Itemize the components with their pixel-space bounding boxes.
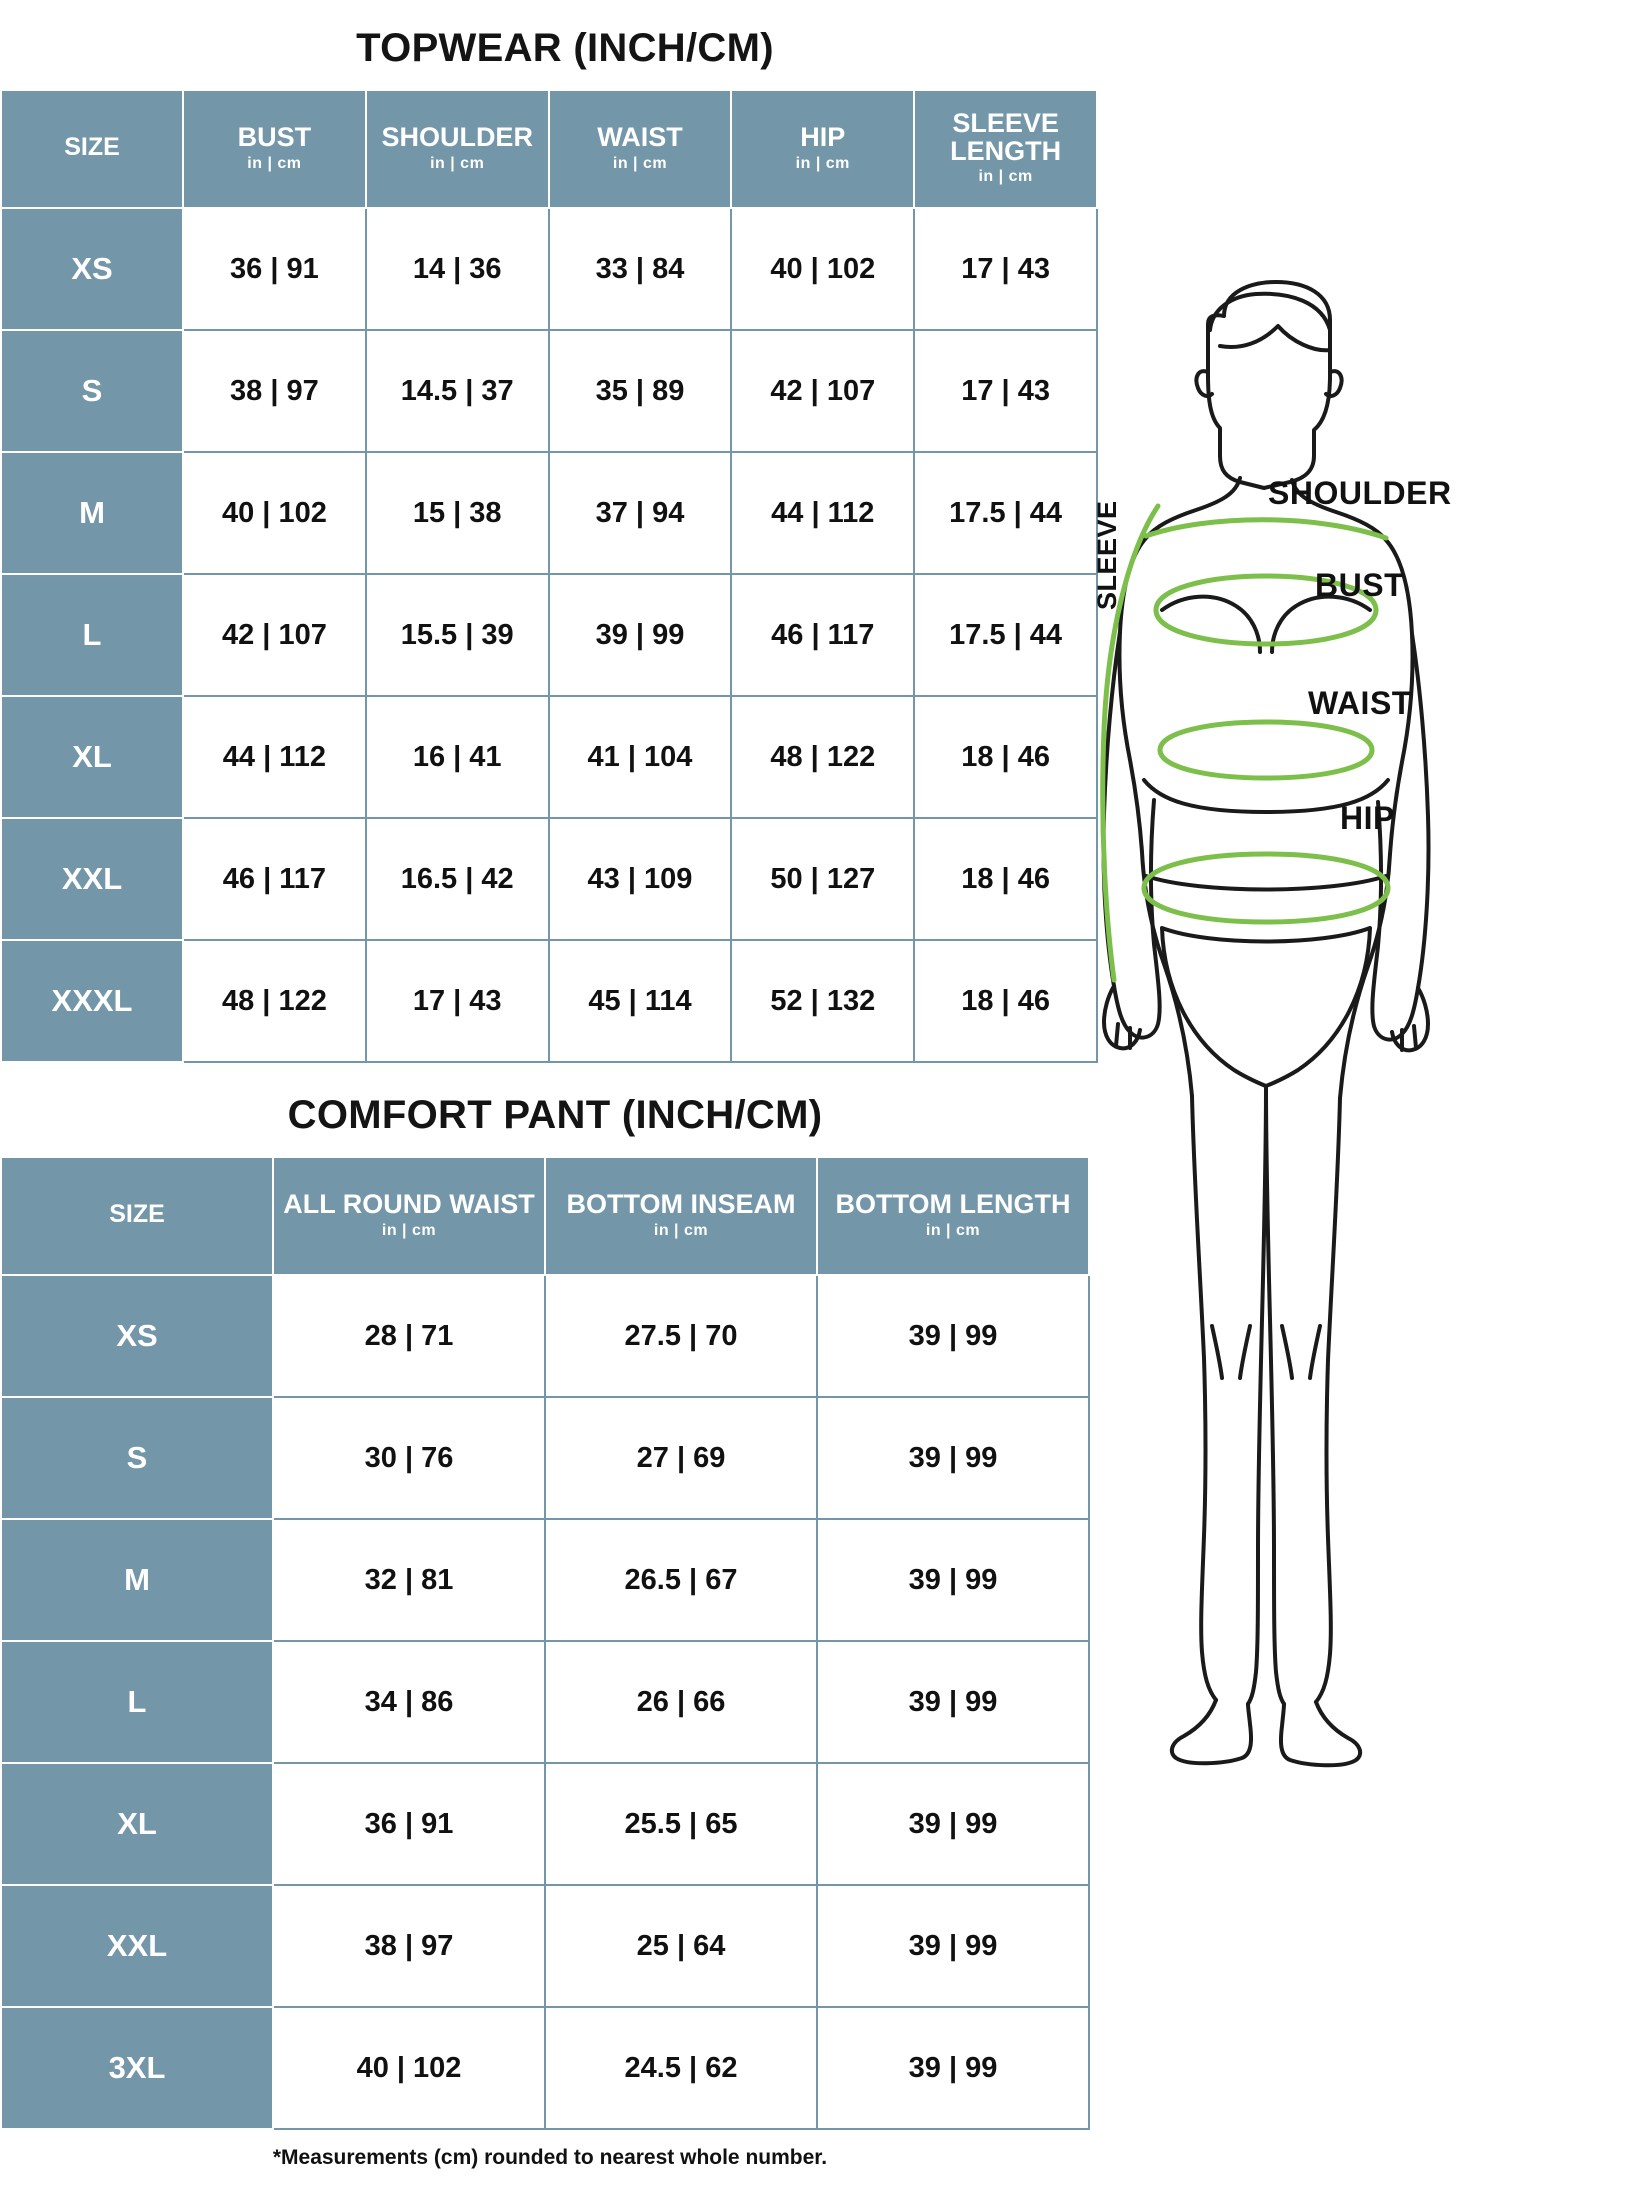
size-cell: XS — [1, 208, 183, 330]
value-cell: 44 | 112 — [731, 452, 914, 574]
value-cell: 46 | 117 — [183, 818, 366, 940]
topwear-header-bust-label: BUST — [237, 122, 312, 153]
value-cell: 24.5 | 62 — [545, 2007, 817, 2129]
topwear-header-bust — [183, 90, 366, 208]
pant-header-size-label: SIZE — [109, 1200, 165, 1229]
topwear-header-size-label: SIZE — [64, 133, 120, 162]
value-cell: 27.5 | 70 — [545, 1275, 817, 1397]
topwear-title: TOPWEAR (INCH/CM) — [356, 26, 774, 70]
value-cell: 14.5 | 37 — [366, 330, 549, 452]
sleeve-label: SLEEVE — [1092, 500, 1122, 610]
value-cell: 36 | 91 — [273, 1763, 545, 1885]
size-cell: XL — [1, 1763, 273, 1885]
value-cell: 39 | 99 — [817, 1519, 1089, 1641]
value-cell: 38 | 97 — [273, 1885, 545, 2007]
pant-header-all-round-waist — [273, 1157, 545, 1275]
value-cell: 28 | 71 — [273, 1275, 545, 1397]
value-cell: 48 | 122 — [731, 696, 914, 818]
value-cell: 39 | 99 — [817, 1397, 1089, 1519]
value-cell: 26.5 | 67 — [545, 1519, 817, 1641]
value-cell: 39 | 99 — [817, 1275, 1089, 1397]
value-cell: 39 | 99 — [817, 1763, 1089, 1885]
waist-label: WAIST — [1308, 685, 1412, 721]
value-cell: 40 | 102 — [273, 2007, 545, 2129]
value-cell: 44 | 112 — [183, 696, 366, 818]
table-row — [1, 1397, 1089, 1519]
pant-header-row — [1, 1157, 1089, 1275]
value-cell: 32 | 81 — [273, 1519, 545, 1641]
value-cell: 17 | 43 — [914, 330, 1097, 452]
topwear-header-shoulder — [366, 90, 549, 208]
size-cell: M — [1, 1519, 273, 1641]
value-cell: 17.5 | 44 — [914, 574, 1097, 696]
value-cell: 15 | 38 — [366, 452, 549, 574]
pant-header-bottom-inseam-label: BOTTOM INSEAM — [566, 1189, 796, 1220]
topwear-header-shoulder-label: SHOULDER — [381, 122, 533, 153]
value-cell: 17.5 | 44 — [914, 452, 1097, 574]
topwear-header-sleeve-length-unit: in | cm — [978, 168, 1033, 186]
table-row — [1, 1275, 1089, 1397]
hip-label: HIP — [1340, 800, 1395, 836]
value-cell: 39 | 99 — [817, 1641, 1089, 1763]
value-cell: 35 | 89 — [549, 330, 732, 452]
size-cell: XXXL — [1, 940, 183, 1062]
topwear-header-sleeve-length-label: SLEEVE LENGTH — [950, 108, 1062, 166]
size-cell: XS — [1, 1275, 273, 1397]
value-cell: 46 | 117 — [731, 574, 914, 696]
table-row — [1, 1519, 1089, 1641]
value-cell: 27 | 69 — [545, 1397, 817, 1519]
table-row — [1, 208, 1097, 330]
topwear-header-size — [1, 90, 183, 208]
size-cell: XL — [1, 696, 183, 818]
topwear-header-sleeve-length — [914, 90, 1097, 208]
table-row — [1, 2007, 1089, 2129]
value-cell: 33 | 84 — [549, 208, 732, 330]
value-cell: 34 | 86 — [273, 1641, 545, 1763]
pant-header-bottom-length — [817, 1157, 1089, 1275]
value-cell: 41 | 104 — [549, 696, 732, 818]
topwear-header-hip-label: HIP — [800, 122, 846, 153]
value-cell: 25.5 | 65 — [545, 1763, 817, 1885]
value-cell: 39 | 99 — [549, 574, 732, 696]
value-cell: 38 | 97 — [183, 330, 366, 452]
value-cell: 37 | 94 — [549, 452, 732, 574]
value-cell: 40 | 102 — [183, 452, 366, 574]
value-cell: 39 | 99 — [817, 1885, 1089, 2007]
table-row — [1, 452, 1097, 574]
size-cell: S — [1, 330, 183, 452]
table-row — [1, 1641, 1089, 1763]
pant-header-all-round-waist-unit: in | cm — [381, 1221, 437, 1239]
size-cell: L — [1, 574, 183, 696]
value-cell: 42 | 107 — [183, 574, 366, 696]
size-cell: XXL — [1, 1885, 273, 2007]
value-cell: 50 | 127 — [731, 818, 914, 940]
value-cell: 18 | 46 — [914, 696, 1097, 818]
value-cell: 36 | 91 — [183, 208, 366, 330]
value-cell: 42 | 107 — [731, 330, 914, 452]
pant-header-bottom-inseam — [545, 1157, 817, 1275]
size-cell: XXL — [1, 818, 183, 940]
value-cell: 18 | 46 — [914, 940, 1097, 1062]
topwear-header-hip-unit: in | cm — [795, 154, 850, 172]
topwear-table — [0, 89, 1098, 1063]
value-cell: 14 | 36 — [366, 208, 549, 330]
table-row — [1, 940, 1097, 1062]
value-cell: 26 | 66 — [545, 1641, 817, 1763]
pant-header-all-round-waist-label: ALL ROUND WAIST — [283, 1189, 535, 1220]
value-cell: 43 | 109 — [549, 818, 732, 940]
value-cell: 48 | 122 — [183, 940, 366, 1062]
size-cell: L — [1, 1641, 273, 1763]
topwear-header-bust-unit: in | cm — [247, 154, 302, 172]
value-cell: 17 | 43 — [914, 208, 1097, 330]
topwear-header-row — [1, 90, 1097, 208]
value-cell: 25 | 64 — [545, 1885, 817, 2007]
comfort-pant-table — [0, 1156, 1090, 2130]
value-cell: 52 | 132 — [731, 940, 914, 1062]
value-cell: 45 | 114 — [549, 940, 732, 1062]
table-row — [1, 696, 1097, 818]
female-body-diagram — [1100, 280, 1652, 1980]
table-row — [1, 1885, 1089, 2007]
pant-header-size — [1, 1157, 273, 1275]
topwear-header-waist-unit: in | cm — [612, 154, 668, 172]
table-row — [1, 330, 1097, 452]
table-row — [1, 574, 1097, 696]
shoulder-label: SHOULDER — [1268, 475, 1452, 511]
value-cell: 15.5 | 39 — [366, 574, 549, 696]
size-cell: M — [1, 452, 183, 574]
shoulder-measure-line — [1146, 520, 1386, 538]
value-cell: 40 | 102 — [731, 208, 914, 330]
pant-header-bottom-length-label: BOTTOM LENGTH — [835, 1189, 1071, 1220]
value-cell: 30 | 76 — [273, 1397, 545, 1519]
size-cell: 3XL — [1, 2007, 273, 2129]
topwear-header-waist-label: WAIST — [597, 122, 683, 153]
value-cell: 18 | 46 — [914, 818, 1097, 940]
value-cell: 16.5 | 42 — [366, 818, 549, 940]
topwear-header-shoulder-unit: in | cm — [430, 154, 485, 172]
topwear-header-waist — [549, 90, 732, 208]
value-cell: 17 | 43 — [366, 940, 549, 1062]
topwear-header-hip — [731, 90, 914, 208]
table-row — [1, 818, 1097, 940]
comfort-pant-title: COMFORT PANT (INCH/CM) — [287, 1093, 823, 1137]
table-row — [1, 1763, 1089, 1885]
value-cell: 16 | 41 — [366, 696, 549, 818]
pant-header-bottom-inseam-unit: in | cm — [653, 1221, 709, 1239]
measurement-footnote: *Measurements (cm) rounded to nearest whole number. — [272, 2146, 828, 2169]
waist-measure-line — [1160, 722, 1372, 778]
bust-label: BUST — [1315, 567, 1405, 603]
size-cell: S — [1, 1397, 273, 1519]
pant-header-bottom-length-unit: in | cm — [925, 1221, 981, 1239]
value-cell: 39 | 99 — [817, 2007, 1089, 2129]
body-figure — [1092, 280, 1652, 1980]
